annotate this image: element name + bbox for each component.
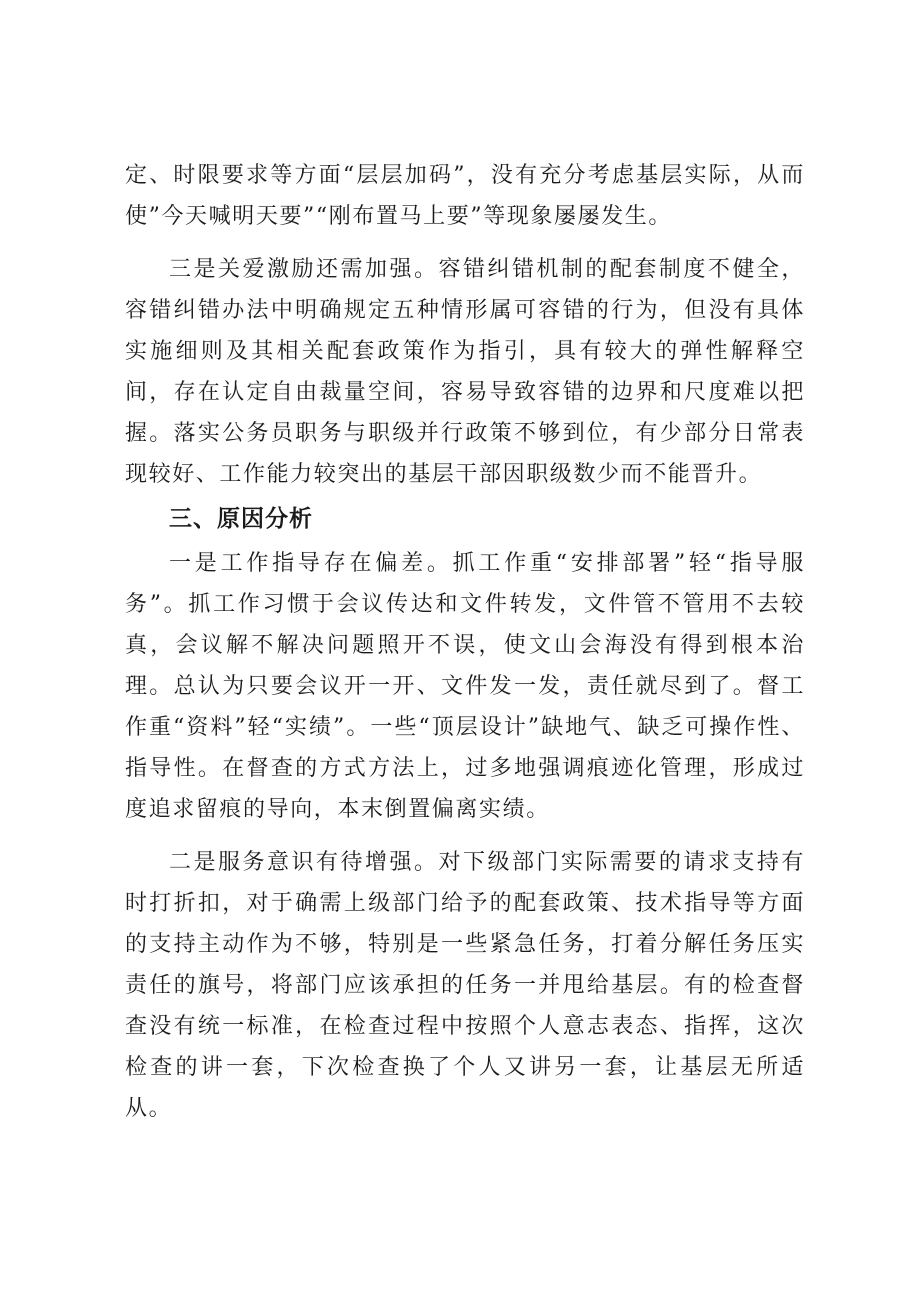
paragraph-service-awareness: 二是服务意识有待增强。对下级部门实际需要的请求支持有时打折扣，对于确需上级部门给予的配套政策、技术指导等方面的支持主动作为不够，特别是一些紧急任务，打着分解任务压实责任的旗号，将部门应该承担的任务一并甩给基层。有的检查督查没有统一标准，在检查过程中按照个人意志表态、指挥，这次检查的讲一套，下次检查换了个人又讲另一套，让基层无所适从。 xyxy=(125,850,805,1121)
section-heading-cause-analysis: 三、原因分析 xyxy=(169,506,313,532)
paragraph-care-incentive: 三是关爱激励还需加强。容错纠错机制的配套制度不健全，容错纠错办法中明确规定五种情形属可容错的行为，但没有具体实施细则及其相关配套政策作为指引，具有较大的弹性解释空间，存在认定自由裁量空间，容易导致容错的边界和尺度难以把握。落实公务员职务与职级并行政策不够到位，有少部分日常表现较好、工作能力较突出的基层干部因职级数少而不能晋升。 xyxy=(125,257,805,487)
paragraph-work-guidance: 一是工作指导存在偏差。抓工作重“安排部署”轻“指导服务”。抓工作习惯于会议传达和文件转发，文件管不管用不去较真，会议解不解决问题照开不误，使文山会海没有得到根本治理。总认为只要会议开一开、文件发一发，责任就尽到了。督工作重“资料”轻“实绩”。一些“顶层设计”缺地气、缺乏可操作性、指导性。在督查的方式方法上，过多地强调痕迹化管理，形成过度追求留痕的导向，本末倒置偏离实绩。 xyxy=(125,551,805,822)
document-page xyxy=(125,155,805,1129)
paragraph-continuation: 定、时限要求等方面“层层加码”，没有充分考虑基层实际，从而使”今天喊明天要”“刚布置马上要”等现象屡屡发生。 xyxy=(125,163,805,229)
